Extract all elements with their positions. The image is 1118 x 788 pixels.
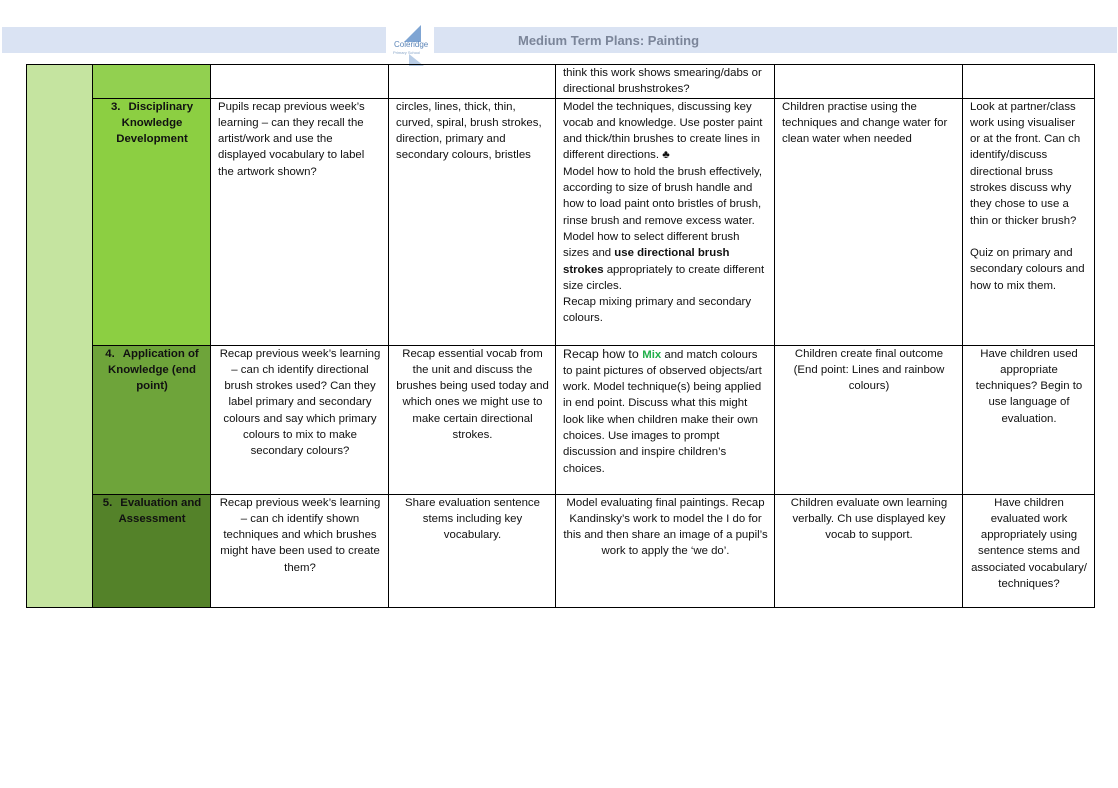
stage-number: 3.: [110, 100, 121, 113]
assess-para: Look at partner/class work using visualiser or at the front. Can ch identify/discuss directional bruss strokes discuss why they chose to use a thin or thicker brush?: [970, 100, 1081, 227]
cell-assess: [963, 65, 1095, 99]
stage-label: Application of Knowledge (end point): [108, 347, 199, 393]
stage-number: 5.: [102, 496, 113, 509]
assess-para: Quiz on primary and secondary colours and how to mix them.: [970, 246, 1085, 292]
logo-name: Coleridge: [394, 40, 429, 49]
stage-cell: [93, 98, 211, 345]
cell-recap: Recap previous week’s learning – can ch identify shown techniques and which brushes might have been used to create them?: [211, 494, 389, 607]
stage-label: Evaluation and Assessment: [118, 496, 202, 525]
table-row: [27, 98, 1095, 345]
cell-recap: Pupils recap previous week’s learning – can they recall the artist/work and use the displayed vocabulary to label the artwork shown?: [211, 98, 389, 345]
cell-teach: [556, 98, 775, 345]
mix-highlight: Mix: [642, 348, 662, 361]
cell-vocab: [389, 65, 556, 99]
school-logo: [388, 24, 434, 66]
cell-practise: Children evaluate own learning verbally. Ch use displayed key vocab to support.: [775, 494, 963, 607]
cell-recap: Recap previous week’s learning – can ch identify directional brush strokes used? Can they label primary and secondary colours and say which primary colours to mix to make secondary colours?: [211, 345, 389, 494]
stage-number: 4.: [105, 347, 115, 360]
table-row: [27, 65, 1095, 99]
cell-practise: [775, 65, 963, 99]
stage-cell: [93, 345, 211, 494]
cell-assess: Have children used appropriate techniques? Begin to use language of evaluation.: [963, 345, 1095, 494]
teach-para: Recap mixing primary and secondary colours.: [563, 296, 752, 325]
header-bar-left: [2, 27, 386, 53]
cell-vocab: circles, lines, thick, thin, curved, spiral, brush strokes, direction, primary and secondary colours, bristles: [389, 98, 556, 345]
cell-teach: Recap how to Mix and match colours to paint pictures of observed objects/art work. Model technique(s) being applied in end point. Discuss what this might look like when children make their own choices. Use images to prompt discussion and inspire children’s choices.: [556, 345, 775, 494]
teach-para: Model the techniques, discussing key vocab and knowledge. Use poster paint and thick/thin brushes to create lines in different directions. ♣: [563, 100, 763, 162]
cell-practise: Children practise using the techniques and change water for clean water when needed: [775, 98, 963, 345]
stage-cell: [93, 494, 211, 607]
cell-practise: Children create final outcome (End point: Lines and rainbow colours): [775, 345, 963, 494]
page-title: Medium Term Plans: Painting: [518, 33, 700, 48]
cell-vocab: Recap essential vocab from the unit and discuss the brushes being used today and which ones we might use to make certain directional strokes.: [389, 345, 556, 494]
cell-assess: Have children evaluated work appropriately using sentence stems and associated vocabulary/ techniques?: [963, 494, 1095, 607]
teach-para: Model how to select different brush sizes and use directional brush strokes appropriately to create different size circles.: [563, 230, 765, 292]
table-row: [27, 345, 1095, 494]
cell-recap: [211, 65, 389, 99]
stage-label: Disciplinary Knowledge Development: [116, 100, 194, 146]
margin-column: [27, 65, 93, 608]
stage-cell: [93, 65, 211, 99]
bold-phrase: use directional brush strokes: [563, 247, 730, 276]
cell-teach: think this work shows smearing/dabs or directional brushstrokes?: [556, 65, 775, 99]
teach-para: Model how to hold the brush effectively, according to size of brush handle and how to load paint onto bristles of brush, rinse brush and remove excess water.: [563, 165, 763, 227]
logo-subtitle: Primary School: [393, 50, 421, 55]
cell-assess: [963, 98, 1095, 345]
table-row: [27, 494, 1095, 607]
cell-teach: Model evaluating final paintings. Recap Kandinsky’s work to model the I do for this and then share an image of a pupil’s work to apply the ‘we do’.: [556, 494, 775, 607]
plan-table: [26, 64, 1095, 608]
cell-vocab: Share evaluation sentence stems including key vocabulary.: [389, 494, 556, 607]
